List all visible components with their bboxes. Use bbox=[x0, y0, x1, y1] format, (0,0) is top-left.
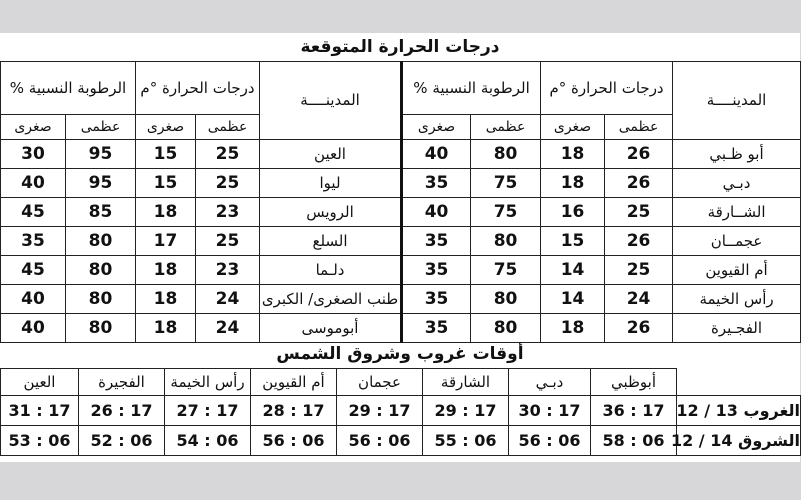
temp-min-cell: 18 bbox=[541, 140, 605, 169]
city-name-cell: دلـما bbox=[260, 256, 402, 285]
humidity-max-cell: 80 bbox=[66, 256, 136, 285]
header-max: عظمى bbox=[196, 115, 260, 140]
humidity-min-cell: 45 bbox=[1, 256, 66, 285]
sunrise-time-cell: 06 : 56 bbox=[337, 426, 423, 456]
temp-max-cell: 26 bbox=[605, 140, 673, 169]
sun-city-cell: أبوظبي bbox=[591, 369, 677, 396]
city-name-cell: العين bbox=[260, 140, 402, 169]
forecast-row bbox=[1, 140, 801, 169]
humidity-max-cell: 80 bbox=[471, 314, 541, 343]
sunrise-time-cell: 06 : 56 bbox=[251, 426, 337, 456]
sun-city-cell: رأس الخيمة bbox=[165, 369, 251, 396]
humidity-min-cell: 35 bbox=[402, 285, 471, 314]
temp-min-cell: 18 bbox=[541, 314, 605, 343]
city-name-cell: دبـي bbox=[673, 169, 801, 198]
header-min: صغرى bbox=[1, 115, 66, 140]
humidity-min-cell: 40 bbox=[1, 169, 66, 198]
temp-max-cell: 26 bbox=[605, 227, 673, 256]
humidity-max-cell: 95 bbox=[66, 169, 136, 198]
humidity-max-cell: 80 bbox=[471, 285, 541, 314]
temp-max-cell: 25 bbox=[196, 169, 260, 198]
temp-min-cell: 15 bbox=[136, 140, 196, 169]
city-name-cell: أبوموسى bbox=[260, 314, 402, 343]
humidity-min-cell: 35 bbox=[402, 314, 471, 343]
temp-max-cell: 23 bbox=[196, 256, 260, 285]
sunset-time-cell: 17 : 31 bbox=[1, 396, 79, 426]
temp-max-cell: 24 bbox=[605, 285, 673, 314]
sun-title: أوقات غروب وشروق الشمس bbox=[276, 344, 524, 364]
header-max: عظمى bbox=[471, 115, 541, 140]
sunset-time-cell: 17 : 30 bbox=[509, 396, 591, 426]
header-city-left: المدينــــة bbox=[260, 62, 402, 140]
forecast-row bbox=[1, 285, 801, 314]
header-temp-left: درجات الحرارة °م bbox=[136, 62, 260, 115]
sunrise-time-cell: 06 : 56 bbox=[509, 426, 591, 456]
city-name-cell: رأس الخيمة bbox=[673, 285, 801, 314]
city-name-cell: أبو ظـبي bbox=[673, 140, 801, 169]
humidity-max-cell: 80 bbox=[66, 314, 136, 343]
city-name-cell: الرويس bbox=[260, 198, 402, 227]
temp-min-cell: 18 bbox=[136, 314, 196, 343]
sun-city-cell: العين bbox=[1, 369, 79, 396]
temp-min-cell: 14 bbox=[541, 285, 605, 314]
sunset-time-cell: 17 : 29 bbox=[423, 396, 509, 426]
humidity-min-cell: 40 bbox=[402, 140, 471, 169]
temp-min-cell: 18 bbox=[136, 285, 196, 314]
header-max: عظمى bbox=[66, 115, 136, 140]
header-min: صغرى bbox=[402, 115, 471, 140]
sunrise-time-cell: 06 : 53 bbox=[1, 426, 79, 456]
forecast-title: درجات الحرارة المتوقعة bbox=[300, 37, 500, 57]
forecast-row bbox=[1, 227, 801, 256]
temp-max-cell: 26 bbox=[605, 169, 673, 198]
temp-max-cell: 23 bbox=[196, 198, 260, 227]
sunrise-time-cell: 06 : 52 bbox=[79, 426, 165, 456]
header-max: عظمى bbox=[605, 115, 673, 140]
sunrise-time-cell: 06 : 58 bbox=[591, 426, 677, 456]
forecast-row bbox=[1, 256, 801, 285]
humidity-min-cell: 40 bbox=[402, 198, 471, 227]
sunrise-time-cell: 06 : 54 bbox=[165, 426, 251, 456]
humidity-max-cell: 95 bbox=[66, 140, 136, 169]
humidity-min-cell: 35 bbox=[1, 227, 66, 256]
city-name-cell: عجمــان bbox=[673, 227, 801, 256]
city-name-cell: السلع bbox=[260, 227, 402, 256]
temp-min-cell: 18 bbox=[541, 169, 605, 198]
temp-max-cell: 25 bbox=[196, 227, 260, 256]
sun-city-cell: الشارقة bbox=[423, 369, 509, 396]
forecast-row bbox=[1, 198, 801, 227]
temp-max-cell: 25 bbox=[605, 198, 673, 227]
city-name-cell: الشــارقة bbox=[673, 198, 801, 227]
header-humidity-right: الرطوبة النسبية % bbox=[402, 62, 541, 115]
temp-min-cell: 16 bbox=[541, 198, 605, 227]
sun-section bbox=[0, 340, 800, 456]
header-temp-right: درجات الحرارة °م bbox=[541, 62, 673, 115]
humidity-min-cell: 40 bbox=[1, 314, 66, 343]
sun-city-cell: دبـي bbox=[509, 369, 591, 396]
header-humidity-left: الرطوبة النسبية % bbox=[1, 62, 136, 115]
city-name-cell: طنب الصغرى/ الكبرى bbox=[260, 285, 402, 314]
sunset-time-cell: 17 : 36 bbox=[591, 396, 677, 426]
temp-min-cell: 17 bbox=[136, 227, 196, 256]
forecast-row bbox=[1, 314, 801, 343]
humidity-min-cell: 35 bbox=[402, 227, 471, 256]
sunset-time-cell: 17 : 26 bbox=[79, 396, 165, 426]
humidity-max-cell: 75 bbox=[471, 256, 541, 285]
temp-min-cell: 15 bbox=[136, 169, 196, 198]
temp-max-cell: 24 bbox=[196, 314, 260, 343]
humidity-min-cell: 35 bbox=[402, 256, 471, 285]
humidity-max-cell: 80 bbox=[471, 140, 541, 169]
sunset-time-cell: 17 : 28 bbox=[251, 396, 337, 426]
humidity-min-cell: 35 bbox=[402, 169, 471, 198]
sun-city-cell: الفجيرة bbox=[79, 369, 165, 396]
header-min: صغرى bbox=[541, 115, 605, 140]
sun-city-cell: عجمان bbox=[337, 369, 423, 396]
temp-max-cell: 25 bbox=[605, 256, 673, 285]
city-name-cell: أم القيوين bbox=[673, 256, 801, 285]
temp-max-cell: 26 bbox=[605, 314, 673, 343]
humidity-max-cell: 80 bbox=[66, 227, 136, 256]
humidity-max-cell: 80 bbox=[66, 285, 136, 314]
forecast-table bbox=[0, 61, 801, 343]
humidity-max-cell: 80 bbox=[471, 227, 541, 256]
sunset-label: الغروب 13 / 12 bbox=[677, 396, 801, 426]
humidity-min-cell: 40 bbox=[1, 285, 66, 314]
temp-min-cell: 18 bbox=[136, 256, 196, 285]
humidity-max-cell: 75 bbox=[471, 198, 541, 227]
sun-table bbox=[0, 368, 801, 456]
sunset-time-cell: 17 : 27 bbox=[165, 396, 251, 426]
humidity-max-cell: 85 bbox=[66, 198, 136, 227]
header-city-right: المدينــــة bbox=[673, 62, 801, 140]
sunset-time-cell: 17 : 29 bbox=[337, 396, 423, 426]
header-min: صغرى bbox=[136, 115, 196, 140]
sun-city-cell: أم القيوين bbox=[251, 369, 337, 396]
humidity-min-cell: 45 bbox=[1, 198, 66, 227]
temp-max-cell: 25 bbox=[196, 140, 260, 169]
sunrise-label: الشروق 14 / 12 bbox=[677, 426, 801, 456]
temp-min-cell: 15 bbox=[541, 227, 605, 256]
temp-min-cell: 18 bbox=[136, 198, 196, 227]
temp-min-cell: 14 bbox=[541, 256, 605, 285]
city-name-cell: الفجـيرة bbox=[673, 314, 801, 343]
humidity-min-cell: 30 bbox=[1, 140, 66, 169]
temp-max-cell: 24 bbox=[196, 285, 260, 314]
corner-blank bbox=[677, 369, 801, 396]
city-name-cell: ليوا bbox=[260, 169, 402, 198]
sunrise-time-cell: 06 : 55 bbox=[423, 426, 509, 456]
humidity-max-cell: 75 bbox=[471, 169, 541, 198]
forecast-row bbox=[1, 169, 801, 198]
forecast-section bbox=[0, 33, 800, 343]
